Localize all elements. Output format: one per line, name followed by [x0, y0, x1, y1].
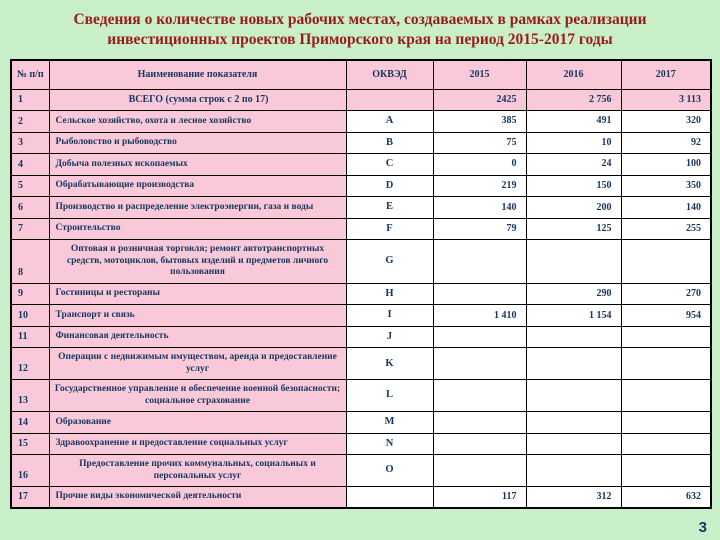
col-header-num: № п/п	[11, 60, 49, 90]
row-number: 16	[11, 455, 49, 487]
value-2015: 1 410	[433, 305, 526, 327]
value-2016: 2 756	[526, 89, 621, 110]
okved-code: O	[346, 455, 433, 487]
value-2017: 100	[621, 154, 711, 176]
value-2016	[526, 433, 621, 455]
value-2015: 2425	[433, 89, 526, 110]
value-2016: 150	[526, 175, 621, 197]
table-row	[11, 240, 711, 283]
okved-code: D	[346, 175, 433, 197]
page-number: 3	[698, 519, 707, 536]
value-2016	[526, 455, 621, 487]
row-number: 11	[11, 326, 49, 348]
value-2016	[526, 240, 621, 283]
header-row	[11, 60, 711, 90]
indicator-name: Производство и распределение электроэнергии, газа и воды	[49, 197, 346, 219]
row-number: 8	[11, 240, 49, 283]
table-body	[11, 89, 711, 508]
row-number: 1	[11, 89, 49, 110]
value-2015	[433, 433, 526, 455]
okved-code: F	[346, 218, 433, 240]
value-2016	[526, 411, 621, 433]
table-row	[11, 455, 711, 487]
value-2017	[621, 348, 711, 380]
table-row	[11, 326, 711, 348]
value-2016	[526, 348, 621, 380]
value-2017: 270	[621, 283, 711, 305]
indicator-name: Образование	[49, 411, 346, 433]
value-2016: 125	[526, 218, 621, 240]
okved-code: L	[346, 380, 433, 412]
slide-title: Сведения о количестве новых рабочих местах, создаваемых в рамках реализации инвестиционных проектов Приморского края на период 2015-2017 годы	[73, 11, 647, 49]
value-2015: 79	[433, 218, 526, 240]
row-number: 9	[11, 283, 49, 305]
okved-code: G	[346, 240, 433, 283]
value-2017: 632	[621, 486, 711, 508]
row-number: 15	[11, 433, 49, 455]
okved-code: I	[346, 305, 433, 327]
value-2015: 140	[433, 197, 526, 219]
okved-code: C	[346, 154, 433, 176]
value-2015	[433, 411, 526, 433]
value-2015: 0	[433, 154, 526, 176]
indicator-name: Операции с недвижимым имуществом, аренда и предоставление услуг	[49, 348, 346, 380]
total-row	[11, 89, 711, 110]
row-number: 4	[11, 154, 49, 176]
okved-code: A	[346, 110, 433, 132]
col-header-2017: 2017	[621, 60, 711, 90]
indicator-name: Государственное управление и обеспечение военной безопасности; социальное страхование	[49, 380, 346, 412]
table-row	[11, 218, 711, 240]
table-row	[11, 283, 711, 305]
value-2017	[621, 240, 711, 283]
value-2016: 1 154	[526, 305, 621, 327]
indicator-name: ВСЕГО (сумма строк с 2 по 17)	[49, 89, 346, 110]
value-2015: 117	[433, 486, 526, 508]
okved-code	[346, 89, 433, 110]
value-2015	[433, 455, 526, 487]
value-2016: 491	[526, 110, 621, 132]
value-2017	[621, 326, 711, 348]
indicator-name: Здравоохранение и предоставление социальных услуг	[49, 433, 346, 455]
value-2016: 290	[526, 283, 621, 305]
row-number: 13	[11, 380, 49, 412]
value-2016	[526, 326, 621, 348]
okved-code: E	[346, 197, 433, 219]
okved-code: H	[346, 283, 433, 305]
value-2017: 255	[621, 218, 711, 240]
table-row	[11, 197, 711, 219]
okved-code: N	[346, 433, 433, 455]
table-row	[11, 132, 711, 154]
row-number: 17	[11, 486, 49, 508]
value-2017: 92	[621, 132, 711, 154]
value-2017: 320	[621, 110, 711, 132]
indicators-table	[10, 59, 712, 509]
value-2015: 385	[433, 110, 526, 132]
table-row	[11, 486, 711, 508]
value-2017	[621, 380, 711, 412]
row-number: 12	[11, 348, 49, 380]
table-row	[11, 305, 711, 327]
value-2016: 312	[526, 486, 621, 508]
indicator-name: Рыболовство и рыбоводство	[49, 132, 346, 154]
table-row	[11, 433, 711, 455]
value-2015	[433, 380, 526, 412]
indicator-name: Обрабатывающие производства	[49, 175, 346, 197]
col-header-2015: 2015	[433, 60, 526, 90]
value-2017	[621, 433, 711, 455]
value-2017	[621, 411, 711, 433]
table-row	[11, 154, 711, 176]
value-2015	[433, 283, 526, 305]
row-number: 5	[11, 175, 49, 197]
table-header	[11, 60, 711, 90]
okved-code: B	[346, 132, 433, 154]
table-row	[11, 380, 711, 412]
col-header-okved: ОКВЭД	[346, 60, 433, 90]
value-2017: 140	[621, 197, 711, 219]
value-2015: 75	[433, 132, 526, 154]
indicator-name: Транспорт и связь	[49, 305, 346, 327]
col-header-name: Наименование показателя	[49, 60, 346, 90]
indicator-name: Гостиницы и рестораны	[49, 283, 346, 305]
value-2016: 10	[526, 132, 621, 154]
indicator-name: Прочие виды экономической деятельности	[49, 486, 346, 508]
table-row	[11, 175, 711, 197]
value-2017: 350	[621, 175, 711, 197]
value-2015	[433, 240, 526, 283]
row-number: 3	[11, 132, 49, 154]
indicator-name: Строительство	[49, 218, 346, 240]
indicator-name: Оптовая и розничная торговля; ремонт автотранспортных средств, мотоциклов, бытовых изделий и предметов личного пользования	[49, 240, 346, 283]
value-2016	[526, 380, 621, 412]
value-2017: 3 113	[621, 89, 711, 110]
row-number: 6	[11, 197, 49, 219]
value-2017: 954	[621, 305, 711, 327]
okved-code	[346, 486, 433, 508]
indicator-name: Финансовая деятельность	[49, 326, 346, 348]
value-2015: 219	[433, 175, 526, 197]
indicator-name: Добыча полезных ископаемых	[49, 154, 346, 176]
value-2017	[621, 455, 711, 487]
value-2016: 200	[526, 197, 621, 219]
value-2016: 24	[526, 154, 621, 176]
row-number: 7	[11, 218, 49, 240]
indicator-name: Сельское хозяйство, охота и лесное хозяйство	[49, 110, 346, 132]
value-2015	[433, 326, 526, 348]
table-row	[11, 110, 711, 132]
indicator-name: Предоставление прочих коммунальных, социальных и персональных услуг	[49, 455, 346, 487]
col-header-2016: 2016	[526, 60, 621, 90]
value-2015	[433, 348, 526, 380]
row-number: 2	[11, 110, 49, 132]
table-row	[11, 348, 711, 380]
okved-code: J	[346, 326, 433, 348]
okved-code: K	[346, 348, 433, 380]
okved-code: M	[346, 411, 433, 433]
row-number: 14	[11, 411, 49, 433]
row-number: 10	[11, 305, 49, 327]
table-row	[11, 411, 711, 433]
